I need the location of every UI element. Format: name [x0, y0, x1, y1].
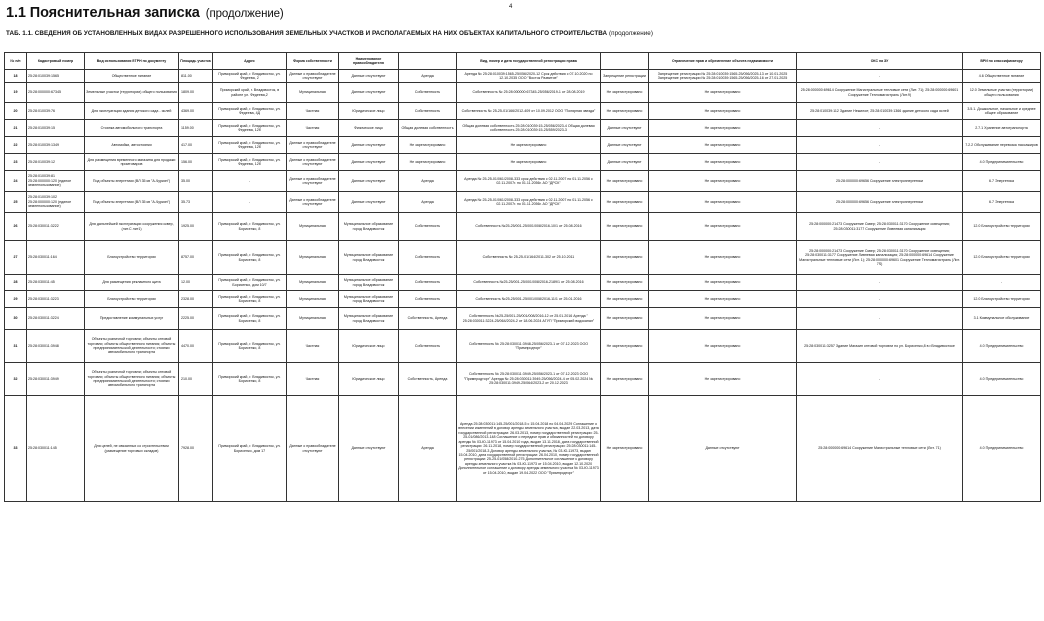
restriction-type-cell: Данные отсутствуют [601, 154, 649, 171]
plot-area-cell: 35.73 [179, 192, 213, 213]
ownership-form-cell: Муниципальная [287, 241, 339, 275]
right-registration-cell: Аренда № 25:28:010039:1565-25/056/2020-12 Срок действия с 07.10.2020 по 12.10.2035 ООО "Восток Развитие" [457, 70, 601, 83]
cadastral-number-cell: 25:28:030011:3222 [27, 213, 85, 241]
table-row [5, 396, 1041, 502]
table-caption-text: ТАБ. 1.1. СВЕДЕНИЯ ОБ УСТАНОВЛЕННЫХ ВИДАХ РАЗРЕШЕННОГО ИСПОЛЬЗОВАНИЯ ЗЕМЕЛЬНЫХ УЧАСТКОВ И РАСПОЛАГАЕМЫХ НА НИХ ОБЪЕКТАХ КАПИТАЛЬНОГО СТРОИТЕЛЬСТВА [6, 30, 608, 37]
plot-area-cell: 1159.00 [179, 120, 213, 137]
right-holder-cell: Данные отсутствуют [339, 137, 399, 154]
permitted-use-class-cell: 4.0 Предпринимательство [963, 363, 1041, 396]
table-row [5, 137, 1041, 154]
use-type-cell: Под объекты энергетики (ВЛ 35 кв "А-Чуркин") [85, 192, 179, 213]
address-cell: Приморский край, г. Владивосток, ул. Борисенко, 8 [213, 291, 287, 308]
restriction-type-cell: Не зарегистрировано [601, 275, 649, 291]
right-type-cell: Собственность [399, 103, 457, 120]
ownership-form-cell: Данные о правообладателе отсутствуют [287, 154, 339, 171]
address-cell: Приморский край, г. Владивосток, в районе ул. Федеева,2 [213, 83, 287, 103]
cadastral-number-cell: 25:28:010039:102 25:28:000000:120 (единое землепользование) [27, 192, 85, 213]
plot-area-cell: 8757.00 [179, 241, 213, 275]
capital-construction-objects-cell: - [797, 275, 963, 291]
permitted-use-class-cell: 4.6 Общественное питание [963, 70, 1041, 83]
table-row [5, 241, 1041, 275]
right-registration-cell: Собственность № 25-25-01/164/2011-302 от 25.10.2011 [457, 241, 601, 275]
table-row [5, 154, 1041, 171]
row-number-cell: 26 [5, 213, 27, 241]
restriction-registration-cell: Не зарегистрировано [649, 330, 797, 363]
ownership-form-cell: Муниципальная [287, 213, 339, 241]
address-cell: Приморский край, г. Владивосток, ул. Федеева, 12б [213, 154, 287, 171]
plot-area-cell: 1925.00 [179, 213, 213, 241]
row-number-cell: 24 [5, 171, 27, 192]
address-cell: Приморский край, г. Владивосток, ул. Борисенко, дом 17 [213, 396, 287, 502]
permitted-use-class-cell: 3.1 Коммунальное обслуживание [963, 308, 1041, 330]
cadastral-number-cell: 25:28:030011:164 [27, 241, 85, 275]
cadastral-number-cell: 25:28:030011:3948 [27, 330, 85, 363]
right-holder-cell: Данные отсутствуют [339, 192, 399, 213]
address-cell: Приморский край, г. Владивосток, ул. Борисенко, 8 [213, 308, 287, 330]
table-row [5, 103, 1041, 120]
permitted-use-class-cell: 12.0 Благоустройство территории [963, 241, 1041, 275]
right-registration-cell: Собственность №25-25/001-25/001/008/2016-11/1 от 25.01.2016 [457, 291, 601, 308]
plot-area-cell: 1809.00 [179, 83, 213, 103]
restriction-type-cell: Не зарегистрировано [601, 83, 649, 103]
row-number-cell: 32 [5, 363, 27, 396]
page-title [6, 5, 284, 21]
restriction-registration-cell: Не зарегистрировано [649, 83, 797, 103]
address-cell: Приморский край, г. Владивосток, ул. Борисенко, 8 [213, 241, 287, 275]
cadastral-number-cell: 25:28:030011:3949 [27, 363, 85, 396]
table-caption-tail: (продолжение) [608, 30, 654, 37]
page-number: 4 [509, 4, 513, 10]
address-cell: - [213, 192, 287, 213]
header-ownership: Форма собственности [287, 53, 339, 70]
table-row [5, 120, 1041, 137]
use-type-cell: Земельные участки (территории) общего пользования [85, 83, 179, 103]
right-holder-cell: Юридическое лицо [339, 330, 399, 363]
address-cell: Приморский край, г. Владивосток, ул. Федеева, 12б [213, 120, 287, 137]
page-title-text: 1.1 Пояснительная записка [6, 5, 200, 21]
right-holder-cell: Физическое лицо [339, 120, 399, 137]
use-type-cell: Объекты розничной торговли; объекты оптовой торговли; объекты общественного питания; объекты предпринимательской деятельности; стоянки автомобильного транспорта [85, 363, 179, 396]
use-type-cell: Для размещения рекламного щита [85, 275, 179, 291]
plot-area-cell: 35.00 [179, 171, 213, 192]
right-type-cell: Аренда [399, 70, 457, 83]
restriction-registration-cell: Данные отсутствуют [649, 396, 797, 502]
right-registration-cell: Собственность №25-25/001-25/001/008/2016-12 от 25.01.2016 Аренда " 25:28:030011:3224-25/064/2024-2 от 18.06.2024 АГУП "Приморский водоканал" [457, 308, 601, 330]
right-type-cell: Собственность [399, 330, 457, 363]
plot-area-cell: 4369.00 [179, 103, 213, 120]
permitted-use-class-cell: 4.0 Предпринимательство [963, 396, 1041, 502]
use-type-cell: Объекты розничной торговли; объекты оптовой торговли; объекты общественного питания; объекты предпринимательской деятельности; стоянки автомобильного транспорта [85, 330, 179, 363]
right-holder-cell: Муниципальное образование город Владивосток [339, 275, 399, 291]
restriction-registration-cell: Не зарегистрировано [649, 291, 797, 308]
row-number-cell: 25 [5, 192, 27, 213]
row-number-cell: 28 [5, 275, 27, 291]
table-row [5, 275, 1041, 291]
use-type-cell: Общественное питание [85, 70, 179, 83]
use-type-cell: Благоустройство территории [85, 241, 179, 275]
right-type-cell: Собственность [399, 241, 457, 275]
table-row [5, 330, 1041, 363]
ownership-form-cell: Данные о правообладателе отсутствуют [287, 137, 339, 154]
right-holder-cell: Данные отсутствуют [339, 396, 399, 502]
header-right-blank [399, 53, 457, 70]
right-type-cell: Собственность, Аренда [399, 363, 457, 396]
use-type-cell: Для размещения временного магазина для продажи промтоваров [85, 154, 179, 171]
right-holder-cell: Юридическое лицо [339, 363, 399, 396]
capital-construction-objects-cell: 25:28:030011:3257 Здание Магазин оптовой торговли по ул. Борисенко,8 в г.Владивостоке [797, 330, 963, 363]
capital-construction-objects-cell: 25:28:000000:21473 Сооружение Сквер; 25:28:030011:3170 Сооружение освещения; 25:28:030011:3177 Сооружение Ливневая канализация; 25:28:000000:69614 Сооружение Магистральные тепловые сети (Лит. 1); 25:28:000000:69601 Сооружение Тепломагистраль (Лит. 7S) [797, 241, 963, 275]
restriction-registration-cell: Не зарегистрировано [649, 241, 797, 275]
restriction-type-cell: Данные отсутствуют [601, 120, 649, 137]
header-right: Вид, номер и дата государственной регистрации права [457, 53, 601, 70]
address-cell: Приморский край, г. Владивосток, ул. Федеева, 2 [213, 70, 287, 83]
header-holder: Наименование правообладателя [339, 53, 399, 70]
cadastral-number-cell: 25:28:010039:15 [27, 120, 85, 137]
permitted-use-class-cell: 7.2.2 Обслуживание перевозок пассажиров [963, 137, 1041, 154]
right-registration-cell: Общая долевая собственность 25:28:010039:15-25/056/2023-4 Общая долевая собственность 25:28:010039:15-25/559/2023-3 [457, 120, 601, 137]
cadastral-number-cell: 25:28:030011:3224 [27, 308, 85, 330]
row-number-cell: 27 [5, 241, 27, 275]
row-number-cell: 22 [5, 137, 27, 154]
right-type-cell: Собственность [399, 213, 457, 241]
use-type-cell: Для целей, не связанных со строительством (размещение торговых складов) [85, 396, 179, 502]
restriction-registration-cell: Не зарегистрировано [649, 363, 797, 396]
restriction-type-cell: Не зарегистрировано [601, 213, 649, 241]
ownership-form-cell: Данные о правообладателе отсутствуют [287, 70, 339, 83]
restriction-type-cell: Не зарегистрировано [601, 192, 649, 213]
cadastral-number-cell: 25:28:010039:12 [27, 154, 85, 171]
use-type-cell: Благоустройство территории [85, 291, 179, 308]
permitted-use-class-cell: 6.7 Энергетика [963, 192, 1041, 213]
plot-area-cell: 156.00 [179, 154, 213, 171]
capital-construction-objects-cell: 25:28:000000:69614 Сооружение Магистральные тепловые сети (Лит. 71); 25:28:000000:69601 Сооружение Тепломагистраль (Лит.9) [797, 83, 963, 103]
plot-area-cell: 7928.00 [179, 396, 213, 502]
cadastral-number-cell: 25:28:030011:145 [27, 396, 85, 502]
restriction-registration-cell: Не зарегистрировано [649, 308, 797, 330]
right-type-cell: Не зарегистрировано [399, 137, 457, 154]
header-restriction: Ограничение прав и обременение объекта недвижимости [649, 53, 797, 70]
row-number-cell: 20 [5, 103, 27, 120]
right-type-cell: Собственность [399, 83, 457, 103]
ownership-form-cell: Данные о правообладателе отсутствуют [287, 192, 339, 213]
row-number-cell: 30 [5, 308, 27, 330]
right-registration-cell: Не зарегистрировано [457, 154, 601, 171]
permitted-use-class-cell: 3.5.1. Дошкольное, начальное и среднее общее образование [963, 103, 1041, 120]
permitted-use-class-cell: 4.0 Предпринимательство [963, 154, 1041, 171]
plot-area-cell: 210.00 [179, 363, 213, 396]
restriction-type-cell: Не зарегистрировано [601, 291, 649, 308]
restriction-registration-cell: Не зарегистрировано [649, 137, 797, 154]
cadastral-number-cell: 25:28:000000:67345 [27, 83, 85, 103]
capital-construction-objects-cell: - [797, 291, 963, 308]
right-registration-cell: Собственность №25-25/001-25/001/008/2016-2189/1 от 25.08.2016 [457, 275, 601, 291]
right-holder-cell: Муниципальное образование город Владивосток [339, 241, 399, 275]
capital-construction-objects-cell: 25:28:010039:112 Здание Нежилое; 25:28:010039:1366 здание детского сада яслей [797, 103, 963, 120]
restriction-registration-cell: Не зарегистрировано [649, 154, 797, 171]
right-registration-cell: Аренда 25:28:030011:145-25/001/2018-5 с 15.04.2018 по 04.04.2029 Соглашение о внесении изменений в договор аренды земельного участка, выдан 22.03.2013, дата государственной регистрации: 26.03.2013, номер государственной регистрации: 25-25-01/086/2013-148 Соглашение о передаче прав и обязанностей по договору аренды № 03-Ю-11973 от 15.04.2010 года, выдан 13.11.2018, дата государственной регистрации: 26.11.2018, номер государственной регистрации: 25:28:030011:145-25/001/2018-3 Договор аренды земельного участка, № 03-Ю-11973, выдан 15.04.2010, дата государственной регистрации: 26.04.2010, номер государственной регистрации: 25-25-01/058/2010-275 Дополнительное соглашение к договору аренды земельного участка № 03-Ю-11973 от 15.04.2010, выдан 12.10.2020 Дополнительное соглашение к договору аренды земельного участка № 03-Ю-11973 от 15.04.2010, выдан 19.04.2022 ООО "Примпродторг" [457, 396, 601, 502]
restriction-type-cell: Данные отсутствуют [601, 137, 649, 154]
plot-area-cell: 4470.00 [179, 330, 213, 363]
row-number-cell: 33 [5, 396, 27, 502]
header-cadastral: Кадастровый номер [27, 53, 85, 70]
restriction-type-cell: Не зарегистрировано [601, 103, 649, 120]
permitted-use-class-cell: 2.7.1 Хранение автотранспорта [963, 120, 1041, 137]
row-number-cell: 21 [5, 120, 27, 137]
plot-area-cell: 811.00 [179, 70, 213, 83]
right-type-cell: Общая долевая собственность [399, 120, 457, 137]
right-registration-cell: Собственность №25-25/001-25/001/008/2016-10/1 от 25.08.2016 [457, 213, 601, 241]
address-cell: Приморский край, г. Владивосток, ул. Борисенко, дом 10/7 [213, 275, 287, 291]
right-type-cell: Аренда [399, 396, 457, 502]
right-holder-cell: Муниципальное образование город Владивосток [339, 291, 399, 308]
restriction-registration-cell: Не зарегистрировано [649, 213, 797, 241]
use-type-cell: Для дальнейшей эксплуатации сооружения сквер, (лит.С лит1) [85, 213, 179, 241]
land-plots-table [4, 52, 1041, 502]
use-type-cell: Предоставление коммунальных услуг [85, 308, 179, 330]
right-type-cell: Не зарегистрировано [399, 154, 457, 171]
header-no: № п/п [5, 53, 27, 70]
address-cell: Приморский край, г. Владивосток, ул. Федеева, 4Д [213, 103, 287, 120]
right-registration-cell: Не зарегистрировано [457, 137, 601, 154]
use-type-cell: Под объекты энергетики (ВЛ 35 кв "А-Чуркин") [85, 171, 179, 192]
right-registration-cell: Собственность № 25-25-01/166/2012-409 от 10.09.2012 ООО "Полярная звезда" [457, 103, 601, 120]
permitted-use-class-cell: 12.0 Земельные участки (территории) общего пользования [963, 83, 1041, 103]
restriction-type-cell: Запрещение регистрации [601, 70, 649, 83]
permitted-use-class-cell: 12.0 Благоустройство территории [963, 213, 1041, 241]
use-type-cell: Для эксплуатации здания детского сада - яслей [85, 103, 179, 120]
capital-construction-objects-cell: - [797, 137, 963, 154]
ownership-form-cell: Частная [287, 103, 339, 120]
table-row [5, 70, 1041, 83]
capital-construction-objects-cell: 25:28:000000:69614 Сооружение Магистральные тепловые сети (Лит. 71) [797, 396, 963, 502]
table-header-row [5, 53, 1041, 70]
ownership-form-cell: Муниципальная [287, 291, 339, 308]
permitted-use-class-cell: 6.7 Энергетика [963, 171, 1041, 192]
table-row [5, 308, 1041, 330]
table-row [5, 363, 1041, 396]
cadastral-number-cell: 25:28:010039:81 25:28:000000:120 (единое землепользование) [27, 171, 85, 192]
right-type-cell: Собственность [399, 275, 457, 291]
right-registration-cell: Собственность № 25:28:030011:3948-25/056/2023-1 от 07.12.2023 ООО "Примпродторг" [457, 330, 601, 363]
header-use-type: Вид использования ЕГРН по документу [85, 53, 179, 70]
restriction-registration-cell: Не зарегистрировано [649, 103, 797, 120]
row-number-cell: 18 [5, 70, 27, 83]
capital-construction-objects-cell: 25:28:000000:69656 Сооружение электроэнергетики [797, 171, 963, 192]
right-type-cell: Аренда [399, 171, 457, 192]
right-type-cell: Аренда [399, 192, 457, 213]
right-registration-cell: Аренда № 25-25-01/061/2008-333 срок действия с 02.11.2007 по 01.11.2056 с 02.11.2007г. по 01.11.2056г. АО "ДРСК" [457, 171, 601, 192]
plot-area-cell: 417.00 [179, 137, 213, 154]
capital-construction-objects-cell: 25:28:000000:69656 Сооружение электроэнергетики [797, 192, 963, 213]
cadastral-number-cell: 25:28:010039:1565 [27, 70, 85, 83]
cadastral-number-cell: 25:28:010039:1349 [27, 137, 85, 154]
restriction-type-cell: Не зарегистрировано [601, 308, 649, 330]
capital-construction-objects-cell: 25:28:000000:21473 Сооружение Сквер; 25:28:030011:3170 Сооружение освещения; 25:28:030011:3177 Сооружение Ливневая канализация [797, 213, 963, 241]
address-cell: Приморский край, г. Владивосток, ул. Федеева, 12б [213, 137, 287, 154]
header-restriction-blank [601, 53, 649, 70]
ownership-form-cell: Муниципальная [287, 83, 339, 103]
right-holder-cell: Муниципальное образование город Владивосток [339, 308, 399, 330]
ownership-form-cell: Данные о правообладателе отсутствуют [287, 396, 339, 502]
restriction-registration-cell: Не зарегистрировано [649, 192, 797, 213]
right-holder-cell: Данные отсутствуют [339, 83, 399, 103]
restriction-type-cell: Не зарегистрировано [601, 396, 649, 502]
ownership-form-cell: Частная [287, 330, 339, 363]
address-cell: Приморский край, г. Владивосток, ул. Борисенко, 8 [213, 363, 287, 396]
table-body [5, 70, 1041, 502]
permitted-use-class-cell: 4.0 Предпринимательство [963, 330, 1041, 363]
permitted-use-class-cell: - [963, 275, 1041, 291]
right-registration-cell: Собственность № 25:28:000000:67345-25/056/2019-1 от 28.08.2019 [457, 83, 601, 103]
restriction-registration-cell: Не зарегистрировано [649, 171, 797, 192]
address-cell: - [213, 171, 287, 192]
restriction-type-cell: Не зарегистрировано [601, 330, 649, 363]
capital-construction-objects-cell: - [797, 154, 963, 171]
restriction-registration-cell: Не зарегистрировано [649, 120, 797, 137]
cadastral-number-cell: 25:28:010039:76 [27, 103, 85, 120]
restriction-type-cell: Не зарегистрировано [601, 171, 649, 192]
table-row [5, 213, 1041, 241]
use-type-cell: Автомойки, автостоянки [85, 137, 179, 154]
restriction-registration-cell: Не зарегистрировано [649, 275, 797, 291]
restriction-type-cell: Не зарегистрировано [601, 241, 649, 275]
ownership-form-cell: Частная [287, 120, 339, 137]
plot-area-cell: 12.00 [179, 275, 213, 291]
capital-construction-objects-cell: - [797, 120, 963, 137]
capital-construction-objects-cell: - [797, 70, 963, 83]
row-number-cell: 31 [5, 330, 27, 363]
capital-construction-objects-cell: - [797, 363, 963, 396]
right-holder-cell: Муниципальное образование город Владивосток [339, 213, 399, 241]
ownership-form-cell: Частная [287, 363, 339, 396]
use-type-cell: Стоянка автомобильного транспорта [85, 120, 179, 137]
table-row [5, 83, 1041, 103]
header-area: Площадь участка [179, 53, 213, 70]
row-number-cell: 23 [5, 154, 27, 171]
row-number-cell: 29 [5, 291, 27, 308]
ownership-form-cell: Данные о правообладателе отсутствуют [287, 171, 339, 192]
header-oks: ОКС на ЗУ [797, 53, 963, 70]
table-caption [6, 30, 653, 37]
right-registration-cell: Аренда № 25-25-01/061/2008-333 срок действия с 02.11.2007 по 01.11.2056 с 02.11.2007г. по 01.11.2056г. АО "ДРСК" [457, 192, 601, 213]
row-number-cell: 19 [5, 83, 27, 103]
right-type-cell: Собственность [399, 291, 457, 308]
address-cell: Приморский край, г. Владивосток, ул. Борисенко, 8 [213, 330, 287, 363]
right-type-cell: Собственность, Аренда [399, 308, 457, 330]
restriction-registration-cell: Запрещение регистрации № 25:28:010039:1565-25/056/2025-13 от 10.01.2025 Запрещение регистрации № 25:28:010039:1565-25/056/2025-16 от 27.01.2025 [649, 70, 797, 83]
cadastral-number-cell: 25:28:030011:3223 [27, 291, 85, 308]
right-holder-cell: Данные отсутствуют [339, 154, 399, 171]
table-row [5, 171, 1041, 192]
page-title-suffix: (продолжение) [205, 8, 284, 20]
permitted-use-class-cell: 12.0 Благоустройство территории [963, 291, 1041, 308]
restriction-type-cell: Не зарегистрировано [601, 363, 649, 396]
right-registration-cell: Собственность № 25:28:030011:3949-25/056/2023-1 от 07.12.2023 ООО "Примпродторг" Аренда № 25:28:030011:3949-25/056/2024-4 от 05.02.2024 № 25:28:030011:3949-25/064/2023-2 от 20.12.2023 [457, 363, 601, 396]
right-holder-cell: Данные отсутствуют [339, 70, 399, 83]
ownership-form-cell: Муниципальная [287, 308, 339, 330]
plot-area-cell: 2225.00 [179, 308, 213, 330]
plot-area-cell: 2328.00 [179, 291, 213, 308]
cadastral-number-cell: 25:28:030011:45 [27, 275, 85, 291]
header-address: Адрес [213, 53, 287, 70]
capital-construction-objects-cell: - [797, 308, 963, 330]
table-row [5, 291, 1041, 308]
ownership-form-cell: Муниципальная [287, 275, 339, 291]
header-vri: ВРИ по классификатору [963, 53, 1041, 70]
right-holder-cell: Юридическое лицо [339, 103, 399, 120]
right-holder-cell: Данные отсутствуют [339, 171, 399, 192]
table-row [5, 192, 1041, 213]
address-cell: Приморский край, г. Владивосток, ул. Борисенко, 8 [213, 213, 287, 241]
